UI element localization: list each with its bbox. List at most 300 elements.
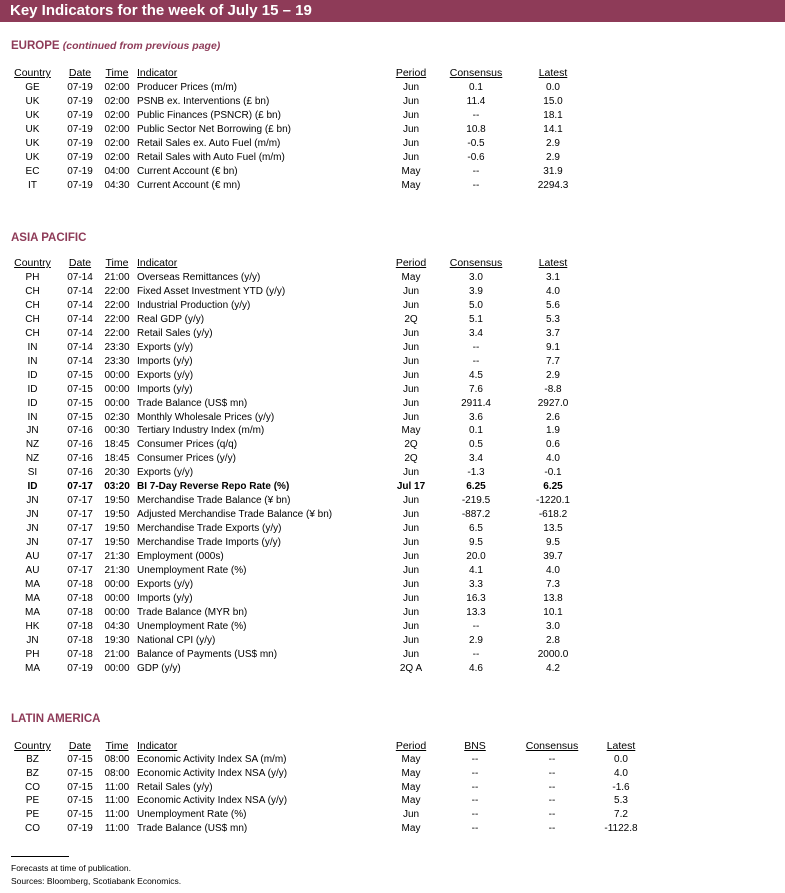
cell-date: 07-14	[67, 272, 93, 283]
cell-period: Jun	[402, 411, 420, 423]
cell-indicator: Exports (y/y)	[137, 341, 194, 353]
cell-consensus: 7.6	[469, 383, 483, 395]
table-row	[0, 508, 785, 522]
cell-indicator: PSNB ex. Interventions (£ bn)	[137, 96, 270, 107]
header-latest: Latest	[538, 67, 568, 79]
table-row	[0, 137, 785, 151]
cell-indicator: Consumer Prices (q/q)	[137, 439, 238, 451]
table-row	[0, 285, 785, 299]
cell-time: 21:00	[104, 648, 130, 660]
cell-period: May	[401, 166, 421, 177]
cell-indicator: Imports (y/y)	[137, 592, 193, 604]
cell-time: 21:30	[104, 551, 130, 562]
cell-consensus: --	[548, 754, 556, 765]
cell-latest: 2.9	[546, 138, 560, 149]
cell-period: Jun	[402, 578, 420, 590]
cell-indicator: Unemployment Rate (%)	[137, 564, 247, 576]
cell-consensus: -1.3	[467, 467, 485, 479]
cell-period: May	[401, 781, 421, 793]
cell-country: MA	[25, 592, 40, 604]
cell-country: HK	[25, 620, 40, 632]
header-bns: BNS	[464, 740, 486, 752]
cell-time: 04:00	[104, 166, 130, 177]
cell-indicator: Exports (y/y)	[137, 369, 194, 381]
table-row	[0, 480, 785, 494]
cell-time: 00:00	[104, 397, 130, 409]
cell-period: Jun	[402, 634, 420, 646]
cell-indicator: Unemployment Rate (%)	[137, 809, 247, 821]
cell-latest: 5.3	[614, 795, 628, 807]
cell-indicator: National CPI (y/y)	[137, 634, 216, 646]
cell-country: CH	[25, 327, 40, 339]
cell-country: IN	[27, 341, 38, 353]
cell-period: Jun	[402, 369, 420, 381]
header-consensus: Consensus	[525, 740, 579, 752]
cell-date: 07-15	[67, 397, 93, 409]
cell-bns: --	[471, 823, 479, 834]
table-row	[0, 383, 785, 397]
cell-indicator: GDP (y/y)	[137, 662, 181, 674]
cell-consensus: -0.5	[467, 138, 485, 149]
cell-consensus: 4.1	[469, 564, 483, 576]
cell-date: 07-17	[67, 551, 93, 562]
cell-consensus: 0.1	[469, 82, 483, 93]
cell-consensus: -219.5	[461, 495, 491, 507]
table-row	[0, 397, 785, 411]
cell-time: 02:30	[104, 411, 130, 423]
cell-time: 02:00	[104, 138, 130, 149]
cell-consensus: --	[548, 781, 556, 793]
cell-latest: 3.0	[546, 620, 560, 632]
cell-latest: 2294.3	[537, 180, 569, 191]
cell-consensus: 0.5	[469, 439, 483, 451]
cell-bns: --	[471, 767, 479, 779]
header-country: Country	[14, 257, 51, 269]
cell-latest: 2927.0	[537, 397, 569, 409]
cell-country: EC	[25, 166, 40, 177]
cell-consensus: 4.5	[469, 369, 483, 381]
cell-period: Jun	[402, 285, 420, 297]
cell-date: 07-16	[67, 467, 93, 479]
header-date: Date	[68, 67, 92, 79]
cell-time: 08:00	[104, 767, 130, 779]
cell-country: ID	[27, 481, 38, 493]
cell-indicator: Trade Balance (US$ mn)	[137, 397, 248, 409]
cell-country: JN	[26, 509, 39, 521]
cell-period: Jun	[402, 606, 420, 618]
table-row	[0, 606, 785, 620]
cell-indicator: Public Sector Net Borrowing (£ bn)	[137, 124, 291, 135]
cell-period: Jun	[402, 397, 420, 409]
cell-latest: 4.0	[546, 453, 560, 465]
cell-date: 07-19	[67, 662, 93, 674]
cell-period: May	[401, 795, 421, 807]
cell-latest: 9.1	[546, 341, 560, 353]
cell-time: 22:00	[104, 313, 130, 325]
cell-time: 00:00	[104, 662, 130, 674]
cell-indicator: Current Account (€ bn)	[137, 166, 238, 177]
cell-date: 07-14	[67, 355, 93, 367]
cell-time: 22:00	[104, 299, 130, 311]
cell-country: PH	[25, 272, 40, 283]
cell-country: SI	[27, 467, 38, 479]
cell-latest: 2.6	[546, 411, 560, 423]
cell-indicator: Merchandise Trade Balance (¥ bn)	[137, 495, 291, 507]
header-indicator: Indicator	[137, 67, 178, 79]
cell-latest: 2.9	[546, 369, 560, 381]
cell-country: MA	[25, 606, 40, 618]
cell-date: 07-14	[67, 327, 93, 339]
cell-date: 07-19	[67, 96, 93, 107]
cell-indicator: Retail Sales ex. Auto Fuel (m/m)	[137, 138, 281, 149]
cell-country: CO	[25, 781, 40, 793]
cell-time: 00:00	[104, 592, 130, 604]
cell-date: 07-15	[67, 754, 93, 765]
table-row	[0, 327, 785, 341]
cell-time: 02:00	[104, 96, 130, 107]
cell-latest: -8.8	[544, 383, 562, 395]
cell-consensus: 10.8	[466, 124, 486, 135]
table-row	[0, 438, 785, 452]
cell-latest: 18.1	[543, 110, 563, 121]
cell-period: Jun	[402, 809, 420, 821]
cell-latest: 4.0	[546, 285, 560, 297]
header-consensus: Consensus	[449, 257, 503, 269]
cell-period: Jun	[402, 341, 420, 353]
cell-time: 19:50	[104, 509, 130, 521]
table-row	[0, 411, 785, 425]
cell-date: 07-18	[67, 634, 93, 646]
cell-time: 21:00	[104, 272, 130, 283]
cell-date: 07-17	[67, 523, 93, 535]
cell-consensus: 11.4	[466, 96, 486, 107]
cell-date: 07-16	[67, 439, 93, 451]
cell-period: 2Q A	[399, 662, 423, 674]
cell-date: 07-16	[67, 425, 93, 437]
cell-latest: 2000.0	[537, 648, 569, 660]
cell-period: Jun	[402, 495, 420, 507]
cell-country: JN	[26, 495, 39, 507]
table-row	[0, 95, 785, 109]
cell-consensus: --	[548, 795, 556, 807]
cell-period: Jun	[402, 299, 420, 311]
table-row	[0, 808, 785, 822]
cell-period: Jun	[402, 138, 420, 149]
header-latest: Latest	[538, 257, 568, 269]
cell-latest: 14.1	[543, 124, 563, 135]
header-country: Country	[14, 67, 51, 79]
cell-date: 07-15	[67, 411, 93, 423]
latam-header-row	[0, 739, 785, 753]
header-consensus: Consensus	[449, 67, 503, 79]
cell-period: Jun	[402, 467, 420, 479]
cell-indicator: Exports (y/y)	[137, 578, 194, 590]
table-row	[0, 536, 785, 550]
cell-time: 18:45	[104, 439, 130, 451]
cell-bns: --	[471, 781, 479, 793]
cell-time: 02:00	[104, 152, 130, 163]
cell-period: Jun	[402, 509, 420, 521]
cell-consensus: 3.6	[469, 411, 483, 423]
cell-date: 07-18	[67, 578, 93, 590]
cell-country: CH	[25, 313, 40, 325]
cell-time: 08:00	[104, 754, 130, 765]
table-row	[0, 179, 785, 193]
cell-period: Jun	[402, 355, 420, 367]
cell-time: 19:50	[104, 495, 130, 507]
table-row	[0, 313, 785, 327]
cell-time: 11:00	[104, 823, 130, 834]
header-country: Country	[14, 740, 51, 752]
cell-time: 00:00	[104, 606, 130, 618]
cell-period: May	[401, 767, 421, 779]
header-date: Date	[68, 740, 92, 752]
footnote-forecasts: Forecasts at time of publication.	[11, 863, 132, 873]
cell-latest: 0.0	[614, 754, 628, 765]
cell-indicator: Imports (y/y)	[137, 383, 193, 395]
cell-latest: 5.6	[546, 299, 560, 311]
cell-period: Jun	[402, 551, 420, 562]
cell-date: 07-17	[67, 564, 93, 576]
cell-date: 07-16	[67, 453, 93, 465]
cell-country: UK	[25, 138, 40, 149]
cell-latest: 2.9	[546, 152, 560, 163]
cell-consensus: --	[472, 648, 480, 660]
cell-indicator: Retail Sales with Auto Fuel (m/m)	[137, 152, 285, 163]
cell-latest: 9.5	[546, 537, 560, 549]
cell-indicator: Current Account (€ mn)	[137, 180, 241, 191]
cell-latest: 7.7	[546, 355, 560, 367]
cell-date: 07-15	[67, 795, 93, 807]
cell-country: IN	[27, 355, 38, 367]
cell-date: 07-15	[67, 809, 93, 821]
cell-period: May	[401, 180, 421, 191]
cell-period: 2Q	[404, 439, 418, 451]
cell-country: BZ	[26, 767, 39, 779]
cell-consensus: 6.5	[469, 523, 483, 535]
cell-indicator: Retail Sales (y/y)	[137, 781, 213, 793]
table-row	[0, 109, 785, 123]
cell-country: PH	[25, 648, 40, 660]
cell-time: 00:00	[104, 369, 130, 381]
cell-country: UK	[25, 110, 40, 121]
cell-date: 07-19	[67, 152, 93, 163]
cell-country: ID	[27, 397, 38, 409]
cell-country: JN	[26, 537, 39, 549]
cell-country: UK	[25, 124, 40, 135]
europe-section-title	[11, 40, 220, 52]
cell-date: 07-19	[67, 166, 93, 177]
cell-consensus: 6.25	[466, 481, 486, 493]
cell-date: 07-15	[67, 383, 93, 395]
cell-consensus: 20.0	[466, 551, 486, 562]
table-row	[0, 578, 785, 592]
europe-title: EUROPE	[11, 40, 60, 52]
cell-date: 07-17	[67, 537, 93, 549]
cell-latest: 4.0	[614, 767, 628, 779]
cell-time: 22:00	[104, 327, 130, 339]
cell-consensus: 3.0	[469, 272, 483, 283]
cell-indicator: Balance of Payments (US$ mn)	[137, 648, 278, 660]
cell-country: JN	[26, 523, 39, 535]
cell-date: 07-18	[67, 620, 93, 632]
cell-period: May	[401, 754, 421, 765]
cell-country: JN	[26, 634, 39, 646]
cell-indicator: Real GDP (y/y)	[137, 313, 205, 325]
cell-consensus: 0.1	[469, 425, 483, 437]
cell-bns: --	[471, 754, 479, 765]
table-row	[0, 592, 785, 606]
cell-indicator: Industrial Production (y/y)	[137, 299, 251, 311]
page-title: Key Indicators for the week of July 15 – 19	[0, 0, 785, 22]
table-row	[0, 522, 785, 536]
cell-indicator: Tertiary Industry Index (m/m)	[137, 425, 265, 437]
cell-indicator: Economic Activity Index NSA (y/y)	[137, 767, 288, 779]
cell-time: 22:00	[104, 285, 130, 297]
cell-latest: 2.8	[546, 634, 560, 646]
cell-time: 18:45	[104, 453, 130, 465]
header-time: Time	[105, 740, 129, 752]
cell-time: 19:50	[104, 537, 130, 549]
cell-time: 04:30	[104, 180, 130, 191]
cell-country: GE	[25, 82, 40, 93]
cell-latest: 13.8	[543, 592, 563, 604]
cell-latest: 31.9	[543, 166, 563, 177]
cell-country: CO	[25, 823, 40, 834]
cell-date: 07-19	[67, 124, 93, 135]
cell-latest: 15.0	[543, 96, 563, 107]
cell-indicator: BI 7-Day Reverse Repo Rate (%)	[137, 481, 290, 493]
cell-time: 02:00	[104, 124, 130, 135]
cell-time: 04:30	[104, 620, 130, 632]
cell-consensus: 13.3	[466, 606, 486, 618]
cell-country: NZ	[25, 439, 40, 451]
table-row	[0, 767, 785, 781]
cell-country: MA	[25, 662, 40, 674]
cell-time: 11:00	[104, 809, 130, 821]
header-period: Period	[395, 257, 427, 269]
table-row	[0, 822, 785, 836]
cell-country: ID	[27, 383, 38, 395]
footnote-divider	[11, 856, 69, 857]
header-time: Time	[105, 67, 129, 79]
cell-date: 07-15	[67, 781, 93, 793]
cell-indicator: Consumer Prices (y/y)	[137, 453, 236, 465]
cell-time: 23:30	[104, 341, 130, 353]
cell-latest: 4.2	[546, 662, 560, 674]
cell-indicator: Retail Sales (y/y)	[137, 327, 213, 339]
cell-country: AU	[25, 551, 40, 562]
cell-country: NZ	[25, 453, 40, 465]
cell-date: 07-19	[67, 823, 93, 834]
cell-time: 11:00	[104, 795, 130, 807]
cell-period: 2Q	[404, 453, 418, 465]
cell-latest: 4.0	[546, 564, 560, 576]
table-row	[0, 466, 785, 480]
cell-country: CH	[25, 285, 40, 297]
cell-indicator: Unemployment Rate (%)	[137, 620, 247, 632]
cell-date: 07-17	[67, 495, 93, 507]
header-indicator: Indicator	[137, 257, 178, 269]
cell-consensus: --	[472, 620, 480, 632]
cell-period: May	[401, 272, 421, 283]
cell-date: 07-14	[67, 313, 93, 325]
cell-latest: 3.7	[546, 327, 560, 339]
cell-time: 11:00	[104, 781, 130, 793]
cell-indicator: Economic Activity Index NSA (y/y)	[137, 795, 288, 807]
cell-consensus: -887.2	[461, 509, 491, 521]
cell-indicator: Public Finances (PSNCR) (£ bn)	[137, 110, 281, 121]
table-row	[0, 753, 785, 767]
header-indicator: Indicator	[137, 740, 178, 752]
cell-date: 07-15	[67, 767, 93, 779]
cell-date: 07-18	[67, 592, 93, 604]
cell-latest: -618.2	[538, 509, 568, 521]
cell-time: 03:20	[104, 481, 130, 493]
table-row	[0, 369, 785, 383]
table-row	[0, 794, 785, 808]
table-row	[0, 123, 785, 137]
cell-latest: -0.1	[544, 467, 562, 479]
cell-latest: 39.7	[543, 551, 563, 562]
cell-consensus: 3.9	[469, 285, 483, 297]
header-time: Time	[105, 257, 129, 269]
table-row	[0, 151, 785, 165]
cell-country: ID	[27, 369, 38, 381]
cell-time: 00:00	[104, 383, 130, 395]
cell-period: Jun	[402, 564, 420, 576]
cell-consensus: 2.9	[469, 634, 483, 646]
cell-latest: 7.3	[546, 578, 560, 590]
cell-time: 21:30	[104, 564, 130, 576]
cell-country: IT	[28, 180, 37, 191]
cell-consensus: --	[472, 166, 480, 177]
cell-latest: -1.6	[612, 781, 630, 793]
header-period: Period	[395, 67, 427, 79]
cell-country: UK	[25, 96, 40, 107]
cell-country: PE	[25, 809, 40, 821]
europe-header-row	[0, 66, 785, 80]
cell-consensus: --	[472, 180, 480, 191]
cell-period: Jun	[402, 152, 420, 163]
table-row	[0, 564, 785, 578]
cell-country: JN	[26, 425, 39, 437]
cell-country: IN	[27, 411, 38, 423]
cell-consensus: --	[472, 110, 480, 121]
cell-period: Jun	[402, 648, 420, 660]
cell-period: Jun	[402, 383, 420, 395]
cell-country: BZ	[26, 754, 39, 765]
cell-consensus: --	[548, 823, 556, 834]
table-row	[0, 634, 785, 648]
cell-latest: -1122.8	[604, 823, 638, 834]
cell-indicator: Exports (y/y)	[137, 467, 194, 479]
cell-period: Jun	[402, 110, 420, 121]
cell-latest: 0.6	[546, 439, 560, 451]
cell-latest: 13.5	[543, 523, 563, 535]
cell-period: Jun	[402, 523, 420, 535]
cell-indicator: Fixed Asset Investment YTD (y/y)	[137, 285, 286, 297]
asia-header-row	[0, 256, 785, 270]
asia-section-title: ASIA PACIFIC	[11, 232, 87, 244]
table-row	[0, 424, 785, 438]
table-row	[0, 494, 785, 508]
cell-time: 02:00	[104, 82, 130, 93]
cell-period: Jun	[402, 537, 420, 549]
cell-indicator: Economic Activity Index SA (m/m)	[137, 754, 287, 765]
header-period: Period	[395, 740, 427, 752]
cell-country: MA	[25, 578, 40, 590]
